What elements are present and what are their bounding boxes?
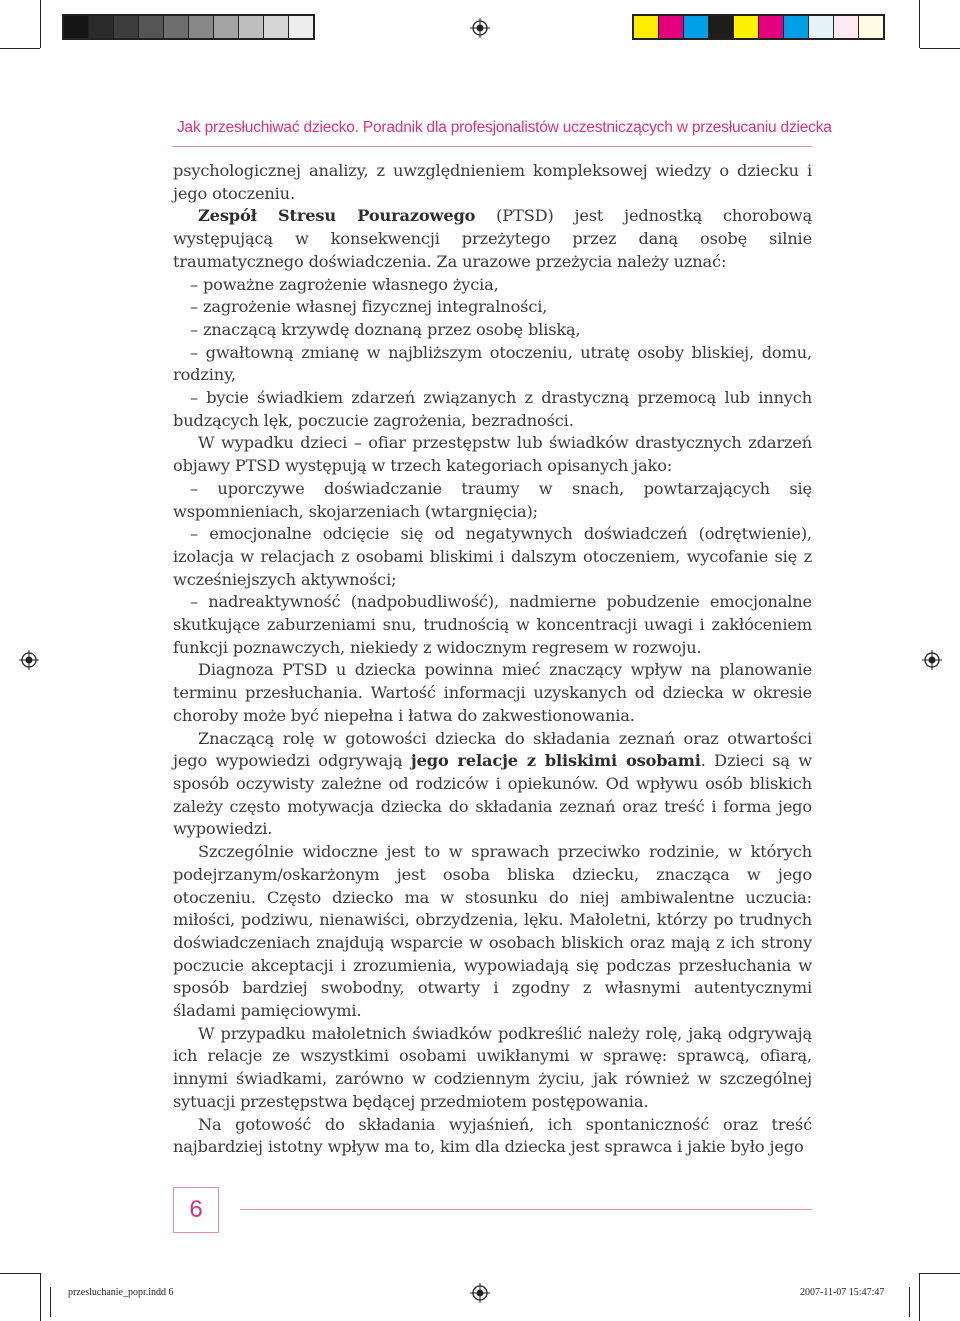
slug-filename: przesluchanie_popr.indd 6 — [68, 1287, 174, 1298]
list-item: – znaczącą krzywdę doznaną przez osobę bliską, — [190, 319, 581, 339]
color-swatch — [734, 16, 759, 38]
color-swatch — [784, 16, 809, 38]
paragraph: Na gotowość do składania wyjaśnień, ich spontaniczność oraz treść najbardziej istotny wpływ ma to, kim dla dziecka jest sprawca i jakie było jego — [173, 1114, 812, 1157]
color-swatch — [89, 16, 114, 38]
color-swatch — [264, 16, 289, 38]
color-swatch — [659, 16, 684, 38]
color-swatch — [709, 16, 734, 38]
registration-mark-icon — [19, 650, 39, 670]
paragraph-relations: Znaczącą rolę w gotowości dziecka do składania zeznań oraz otwartości jego wypowiedzi odgrywają jego relacje z bliskimi osobami. Dzieci są w sposób oczywisty zależne od rodziców i opiekunów. Od wpływu osób bliskich zależy często motywacja dziecka do składania zeznań oraz treść i forma jego wypowiedzi. — [173, 728, 813, 839]
page-number: 6 — [173, 1187, 219, 1233]
crop-mark — [920, 1273, 960, 1274]
paragraph: Diagnoza PTSD u dziecka powinna mieć znaczący wpływ na planowanie terminu przesłuchania. Wartość informacji uzyskanych od dziecka w okresie choroby może być niepełna i łatwa do zakwestionowania. — [173, 660, 812, 725]
color-swatch — [164, 16, 189, 38]
list-item: – gwałtowną zmianę w najbliższym otoczeniu, utratę osoby bliskiej, domu, rodziny, — [173, 342, 812, 385]
color-swatch — [859, 16, 883, 38]
crop-mark — [909, 1287, 910, 1317]
footer-rule — [240, 1209, 812, 1210]
paragraph-ptsd-definition: Zespół Stresu Pourazowego (PTSD) jest jednostką chorobową występującą w konsekwencji przeżytego przez daną osobę silnie traumatycznego doświadczenia. Za urazowe przeżycia należy uznać: — [173, 206, 812, 271]
crop-mark — [0, 48, 40, 49]
header-rule — [172, 146, 812, 147]
color-swatch — [289, 16, 313, 38]
grayscale-calibration-bar — [62, 14, 315, 40]
color-swatch — [809, 16, 834, 38]
color-swatch — [759, 16, 784, 38]
crop-mark — [40, 1273, 41, 1321]
crop-mark — [919, 1273, 920, 1321]
paragraph: psychologicznej analizy, z uwzględnieniem kompleksowej wiedzy o dziecku i jego otoczeniu. — [173, 161, 812, 203]
crop-mark — [50, 1287, 51, 1317]
color-swatch — [114, 16, 139, 38]
color-swatch — [834, 16, 859, 38]
list-item: – emocjonalne odcięcie się od negatywnych doświadczeń (odrętwienie), izolacja w relacjach z osobami bliskimi i dalszym otoczeniem, wycofanie się z wcześniejszych aktywności; — [173, 524, 812, 589]
registration-mark-icon — [470, 1283, 490, 1303]
crop-mark — [40, 0, 41, 48]
list-item: – bycie świadkiem zdarzeń związanych z drastyczną przemocą lub innych budzących lęk, poczucie zagrożenia, bezradności. — [173, 388, 812, 430]
color-swatch — [214, 16, 239, 38]
color-calibration-bar — [632, 14, 885, 40]
paragraph: Szczególnie widoczne jest to w sprawach przeciwko rodzinie, w których podejrzanym/oskarżonym jest osoba bliska dziecku, znacząca w jego otoczeniu. Często dziecko ma w stosunku do niej ambiwalentne uczucia: miłości, podziwu, nienawiści, obrzydzenia, lęku. Małoletni, którzy po trudnych doświadczeniach znajdują wsparcie w osobach bliskich oraz mają z ich strony poczucie akceptacji i zrozumienia, wypowiadają się podczas przesłuchania w sposób bardziej swobodny, otwarty i zgodny z własnymi autentycznymi śladami pamięciowymi. — [173, 842, 812, 1021]
color-swatch — [634, 16, 659, 38]
running-header: Jak przesłuchiwać dziecko. Poradnik dla profesjonalistów uczestniczących w przesłucaniu dziecka — [177, 119, 832, 136]
color-swatch — [189, 16, 214, 38]
registration-mark-icon — [922, 650, 942, 670]
body-text — [173, 160, 812, 1159]
list-item: – zagrożenie własnej fizycznej integralności, — [190, 297, 548, 317]
paragraph: W wypadku dzieci – ofiar przestępstw lub świadków drastycznych zdarzeń objawy PTSD występują w trzech kategoriach opisanych jako: — [173, 433, 812, 476]
slug-timestamp: 2007-11-07 15:47:47 — [800, 1287, 885, 1298]
color-swatch — [139, 16, 164, 38]
color-swatch — [64, 16, 89, 38]
crop-mark — [0, 1273, 40, 1274]
list-item: – nadreaktywność (nadpobudliwość), nadmierne pobudzenie emocjonalne skutkujące zaburzeniami snu, trudnością w koncentracji uwagi i zakłóceniem funkcji poznawczych, niekiedy z widocznym regresem w rozwoju. — [173, 592, 812, 657]
crop-mark — [919, 0, 920, 48]
list-item: – uporczywe doświadczanie traumy w snach, powtarzających się wspomnieniach, skojarzeniach (wtargnięcia); — [173, 478, 812, 521]
bold-term: Zespół Stresu Pourazowego — [198, 206, 476, 226]
color-swatch — [684, 16, 709, 38]
crop-mark — [920, 48, 960, 49]
registration-mark-icon — [470, 18, 490, 38]
bold-term: jego relacje z bliskimi osobami — [410, 751, 701, 771]
color-swatch — [239, 16, 264, 38]
paragraph: W przypadku małoletnich świadków podkreślić należy rolę, jaką odgrywają ich relacje ze wszystkimi osobami uwikłanymi w sprawę: sprawcą, ofiarą, innymi świadkami, zarówno w codziennym życiu, jak również w szczególnej sytuacji przestępstwa będącej przedmiotem postępowania. — [173, 1023, 812, 1111]
list-item: – poważne zagrożenie własnego życia, — [190, 274, 499, 294]
